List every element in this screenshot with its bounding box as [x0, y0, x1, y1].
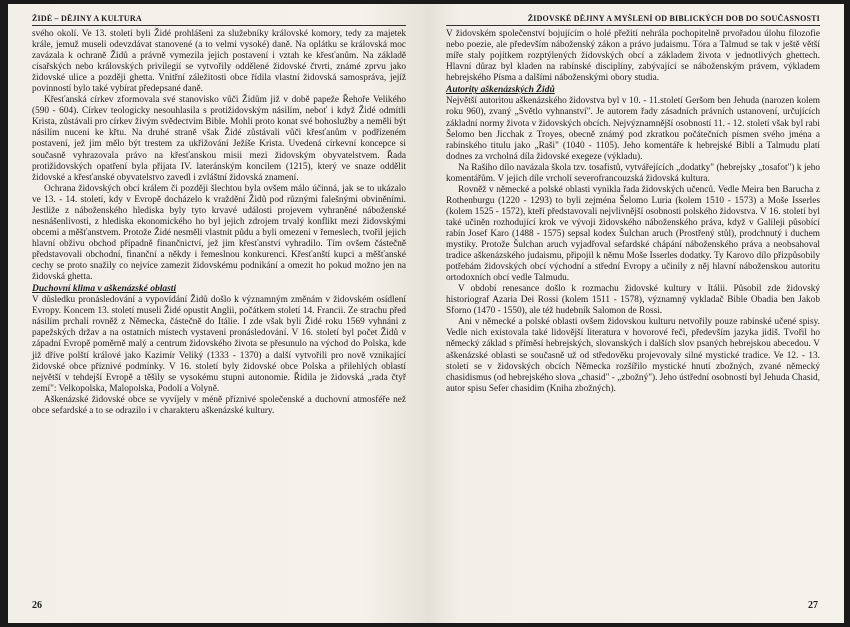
paragraph: Aškenázské židovské obce se vyvíjely v méně příznivé společenské a duchovní atmosféře než obce sefardské a to se odrazilo i v charakteru aškenázské kultury.	[32, 394, 406, 416]
paragraph: V židovském společenství bojujícím o holé přežití nehrála pochopitelně prvořadou úlohu filozofie nebo poezie, ale především náboženský zákon a právo judaismu. Tóra a Talmud se tak v ještě větší míře staly pojítkem rozptýlených židovských obcí a základem života v jednotlivých ghettech. Hlavní důraz byl kladen na rabínské disciplíny, zabývající se náboženským právem, výkladem hebrejského Písma a dalšími náboženskými obory studia.	[446, 29, 820, 84]
paragraph: V důsledku pronásledování a vypovídání Židů došlo k významným změnám v židovském osídlení Evropy. Koncem 13. století museli Židé opustit Anglii, počátkem století 14. Francii. Ze strachu před násilím prchali rovněž z Německa, částečně do Itálie. I zde však byli Židé roku 1569 vyhnáni z papežských držav a na ostatních místech vystaveni pronásledování. V 16. století byl počet Židů v západní Evropě poměrně malý a centrum židovského života se přesunulo na východ do Polska, kde již dříve polští králové jako Kazimír Veliký (1333 - 1370) a další vytvořili pro nově vznikající židovské obce příznivé podmínky. V 16. století byly židovské obce Polska a přilehlých oblastí největší v tehdejší Evropě a těšily se vysokému stupni autonomie. Řídila je židovská „rada čtyř zemí": Velkopolska, Malopolska, Podolí a Volyně.	[32, 295, 406, 394]
left-page	[8, 4, 426, 623]
right-page	[426, 4, 844, 623]
page-number-left: 26	[32, 600, 42, 611]
paragraph: Ochrana židovských obcí králem či později šlechtou byla ovšem málo účinná, jak se to ukázalo ve 13. - 14. století, kdy v Evropě docházelo k vraždění Židů pod různými falešnými obviněními. Jestliže z náboženského hlediska byly tyto krvavé události projevem vyhraněné náboženské nesnášenlivosti, z hlediska ekonomického ho byl jejich zdrojem trvalý konflikt mezi židovskými obcemi a měšťanstvem. Protože Židé nesměli vlastnit půdu a byli omezeni v řemeslech, tvořil jejich hlavní obživu obchod případně finančnictví, jež jim křesťanství vyhradilo. Tím ovšem částečně představovali obchodní, finanční a někdy i řemeslnou konkurenci. Křesťanští kupci a měšťanské cechy se proto snažily co nejvíce zamezit židovskému podnikání a omezit ho pokud možno jen na židovská ghetta.	[32, 183, 406, 283]
book-spread	[8, 4, 844, 623]
page-number-right: 27	[808, 600, 818, 611]
running-head-left: ŽIDÉ – DĚJINY A KULTURA	[32, 14, 406, 26]
paragraph: Na Rašiho dílo navázala škola tzv. tosafistů, vytvářejících „dodatky" (hebrejsky „tosafot") k jeho komentářům. V jejich díle vrcholí severofrancouzská židovská kultura.	[446, 162, 820, 184]
running-head-right: ŽIDOVSKÉ DĚJINY A MYŠLENÍ OD BIBLICKÝCH DOB DO SOUČASNOSTI	[446, 14, 820, 26]
paragraph: Ani v německé a polské oblasti ovšem židovskou kulturu netvořily pouze rabínské učené spisy. Vedle nich existovala také lidovější literatura v hovorové řeči, především jazyka jidiš. Tvořil ho německý základ s příměsí hebrejských, slovanských i dalších slov psaných hebrejskou abecedou. V aškenázské oblasti se současně už od středověku projevovaly silné mystické tradice. Ve 12. - 13. století se v židovských obcích Německa rozšířilo mystické hnutí zbožných, zvané německý chasidismus (od hebrejského slova „chasid" - „zbožný"). Jeho ústřední osobností byl Jehuda Chasid, autor spisu Sefer chasidim (Kniha zbožných).	[446, 317, 820, 394]
paragraph: Rovněž v německé a polské oblasti vynikla řada židovských učenců. Vedle Meira ben Barucha z Rothenburgu (1220 - 1293) to byli zejména Šelomo Luria (kolem 1510 - 1573) a Moše Isserles (kolem 1525 - 1572), kteří představovali nejvlivnější osobnosti polského židovstva. V 16. století byl také učiněn rozhodující krok ve vývoji židovského náboženského práva, když v Galileji působící rabín Josef Karo (1488 - 1575) sepsal kodex Šulchan aruch (Prostřený stůl), prodchnutý i duchem mystiky. Protože Šulchan aruch vyjadřoval sefardské chápání náboženského práva a neobsahoval tradice aškenázského judaismu, připojil k němu Moše Isserles dodatky. Ty Karovo dílo přizpůsobily potřebám židovských obcí východní a střední Evropy a učinily z něj hlavní náboženskou autoritu ortodoxních obcí vedle Talmudu.	[446, 184, 820, 284]
section-heading: Autority aškenázských Židů	[446, 85, 555, 96]
left-body-text	[32, 29, 406, 417]
paragraph: Největší autoritou aškenázského židovstva byl v 10. - 11.století Geršom ben Jehuda (narozen kolem roku 960), zvaný „Světlo vyhnanství". Je autorem řady zásadních právních ustanovení, určujících základní normy života v židovských obcích. Nejvýznamnější osobností 11. - 12. století však byl rabi Šelomo ben Jicchak z Troyes, obecně známý pod zkratkou počátečních písmen svého jména a rabínského titulu jako „Raši" (1040 - 1105). Jeho komentáře k hebrejské Bibli a Talmudu platí dodnes za vrcholná díla židovské exegeze (výkladu).	[446, 96, 820, 162]
paragraph: Křesťanská církev zformovala své stanovisko vůči Židům již v době papeže Řehoře Velikého (590 - 604). Církev teologicky nesouhlasila s protižidovským násilím, neboť i když Židé odmítli Krista, zůstávali pro církev živým svědectvím Bible. Mohli proto konat své bohoslužby a neměli být násilím nuceni ke křtu. Na druhé straně však Židé zůstávali vůči křesťanům v podřízeném postavení, jež jim mělo být trestem za ukřižování Ježíše Krista. Uvedená církevní koncepce si současně vyhrazovala právo na křesťanskou misii mezi židovským obyvatelstvem. Řada protižidovských opatření byla přijata IV. lateránským koncilem (1215), který ve snaze oddělit židovské a křesťanské obyvatelstvo zavedl i zvláštní židovská znamení.	[32, 95, 406, 183]
paragraph: V období renesance došlo k rozmachu židovské kultury v Itálii. Působil zde židovský historiograf Azaria Dei Rossi (kolem 1511 - 1578), významný vykladač Bible Obadia ben Jakob Sforno (1470 - 1550), ale též hudebník Salomon de Rossi.	[446, 284, 820, 317]
section-heading: Duchovní klima v aškenázské oblasti	[32, 284, 177, 295]
paragraph: svého okolí. Ve 13. století byli Židé prohlášeni za služebníky královské komory, tedy za majetek krále, jemuž museli odevzdávat stanovené (a to velmi vysoké) daně. Na oplátku se královská moc zavázala k ochraně Židů a právně vymezila jejich postavení i vztah ke křesťanům. Na základě císařských nebo královských privilegií se vytvořily oddělené židovské čtvrti, známé zprvu jako židovské ulice a později ghetta. Vnitřní záležitosti obce řídila vlastní židovská samospráva, jejíž povinností bylo také vybírat předepsané daně.	[32, 29, 406, 95]
right-body-text	[446, 29, 820, 395]
